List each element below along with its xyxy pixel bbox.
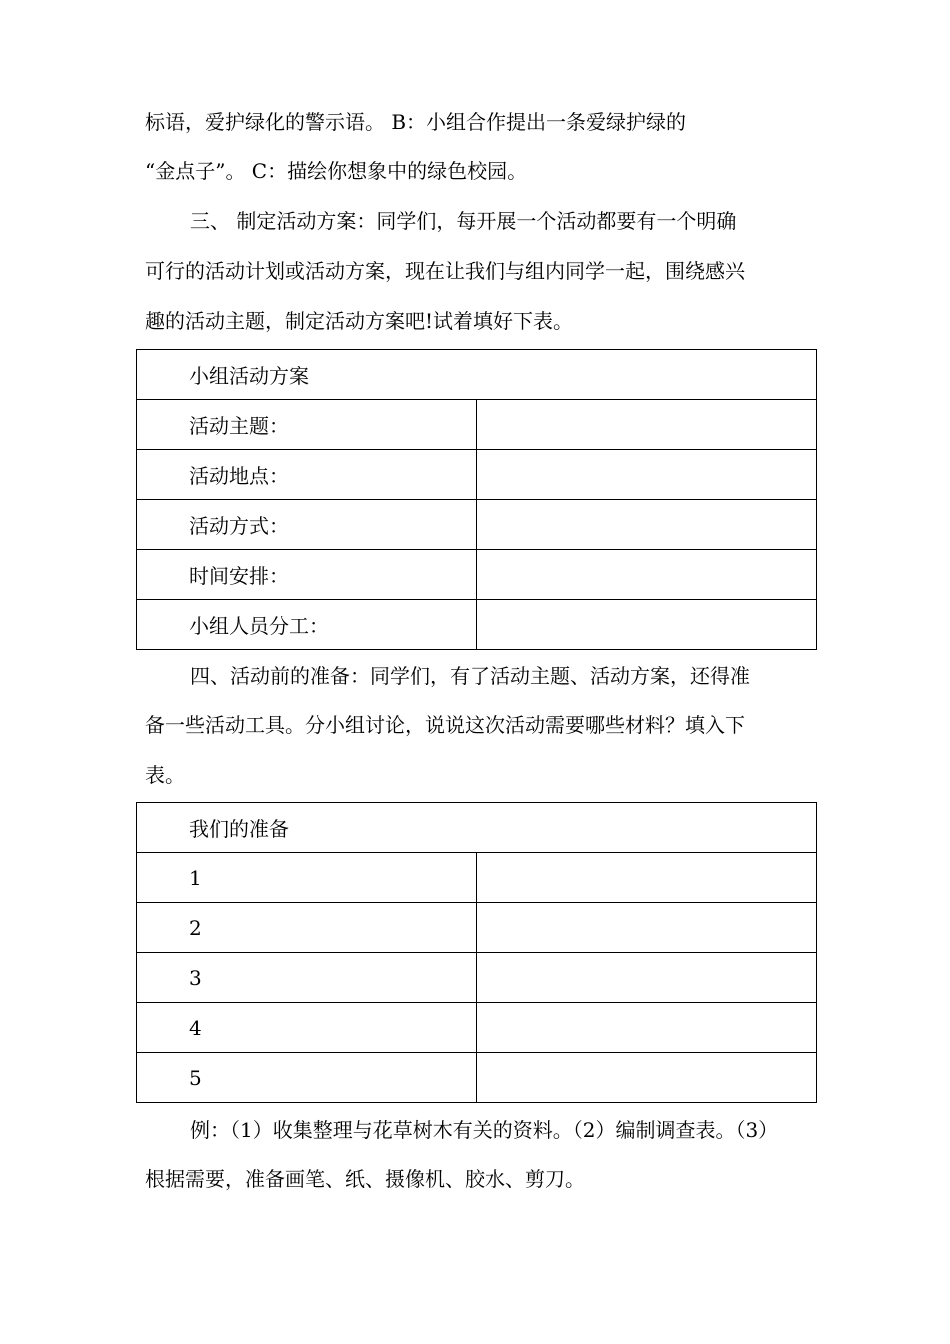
paragraph-line: 可行的活动计划或活动方案，现在让我们与组内同学一起，围绕感兴 [145,259,745,283]
plan-table-row [137,600,817,650]
prep-row-answer-cell[interactable] [477,1003,817,1053]
paragraph-line: 表。 [145,763,185,787]
plan-row-answer-cell[interactable] [477,450,817,500]
plan-row-answer-cell[interactable] [477,550,817,600]
paragraph-line: 标语，爱护绿化的警示语。 B：小组合作提出一条爱绿护绿的 [145,110,687,134]
plan-table [136,349,817,650]
prep-table-row [137,853,817,903]
prep-row-answer-cell[interactable] [477,903,817,953]
section-heading-3: 三、 制定活动方案：同学们，每开展一个活动都要有一个明确 [190,209,737,233]
plan-table-row [137,550,817,600]
section-heading-4: 四、活动前的准备：同学们，有了活动主题、活动方案，还得准 [190,664,750,688]
plan-table-row [137,450,817,500]
paragraph-line: 趣的活动主题，制定活动方案吧!试着填好下表。 [145,309,574,333]
prep-row-number: 4 [137,1003,477,1053]
plan-table-row [137,400,817,450]
plan-row-label: 活动方式： [137,500,477,550]
prep-row-number: 3 [137,953,477,1003]
plan-row-label: 时间安排： [137,550,477,600]
prep-row-answer-cell[interactable] [477,953,817,1003]
paragraph-line: “金点子”。 C：描绘你想象中的绿色校园。 [145,159,528,183]
prep-row-answer-cell[interactable] [477,1053,817,1103]
prep-row-number: 2 [137,903,477,953]
plan-row-label: 活动主题： [137,400,477,450]
paragraph-line: 根据需要，准备画笔、纸、摄像机、胶水、剪刀。 [145,1167,585,1191]
plan-table-row [137,500,817,550]
plan-row-label: 小组人员分工： [137,600,477,650]
prep-row-number: 1 [137,853,477,903]
plan-row-answer-cell[interactable] [477,400,817,450]
plan-table-title-row [137,350,817,400]
prep-table [136,802,817,1103]
plan-table-title: 小组活动方案 [137,350,817,400]
plan-row-label: 活动地点： [137,450,477,500]
plan-row-answer-cell[interactable] [477,600,817,650]
prep-table-row [137,953,817,1003]
prep-table-row [137,1003,817,1053]
plan-row-answer-cell[interactable] [477,500,817,550]
paragraph-line: 备一些活动工具。分小组讨论，说说这次活动需要哪些材料？填入下 [145,713,745,737]
prep-table-title-row [137,803,817,853]
prep-row-answer-cell[interactable] [477,853,817,903]
prep-row-number: 5 [137,1053,477,1103]
prep-table-row [137,1053,817,1103]
prep-table-title: 我们的准备 [137,803,817,853]
prep-table-row [137,903,817,953]
example-line: 例：（1）收集整理与花草树木有关的资料。（2）编制调查表。（3） [190,1118,779,1142]
